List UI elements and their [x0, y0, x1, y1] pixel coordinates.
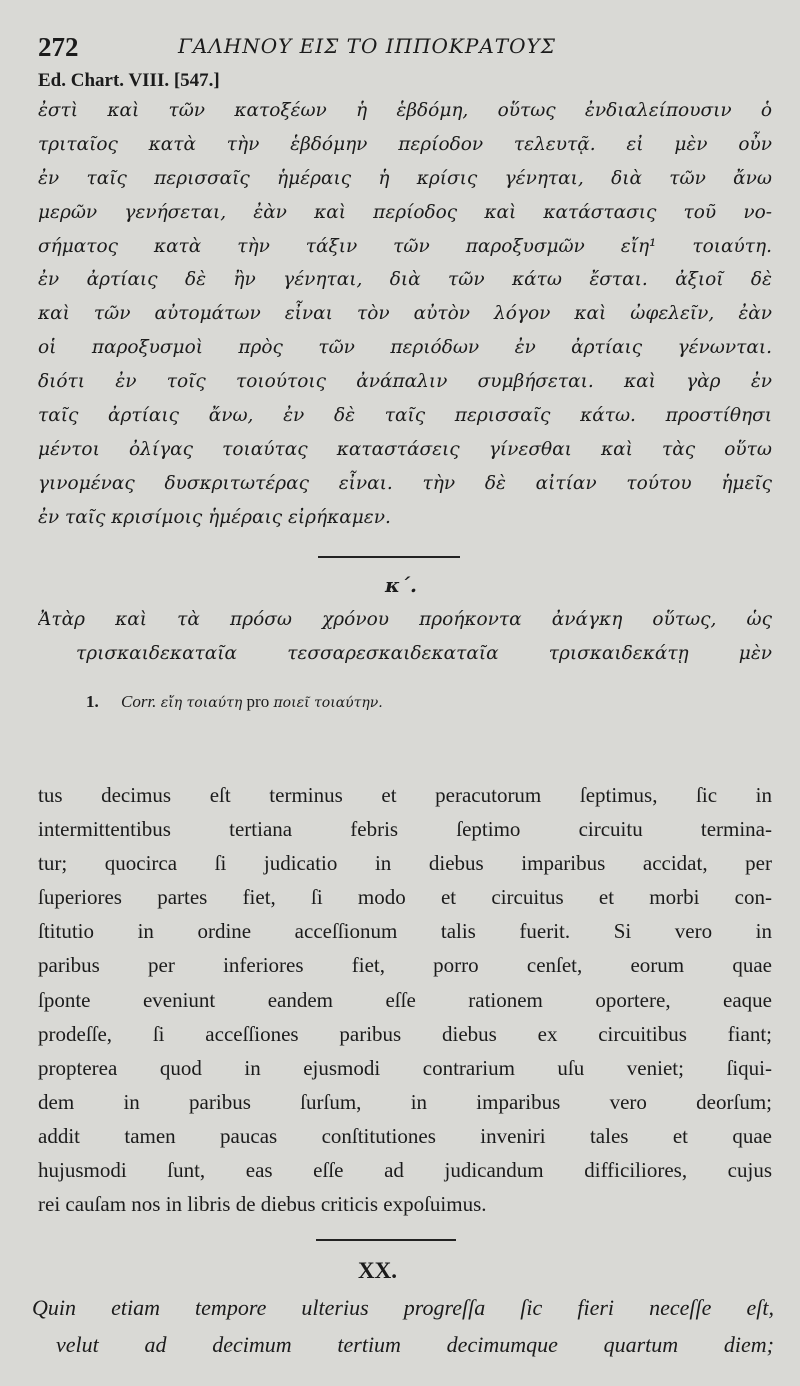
greek-text-line: καὶ τῶν αὐτομάτων εἶναι τὸν αὐτὸν λόγον καὶ ὠφελεῖν, ἐὰν: [38, 303, 772, 325]
running-title: ΓΑΛΗΝΟΥ ΕΙΣ ΤΟ ΙΠΠΟΚΡΑΤΟΥΣ: [178, 34, 556, 58]
latin-text-line: prodeſſe, ſi acceſſiones paribus diebus ex circuitibus fiant;: [38, 1021, 772, 1046]
greek-text-line: ἐν ταῖς περισσαῖς ἡμέραις ἡ κρίσις γένηται, διὰ τῶν ἄνω: [38, 167, 772, 189]
latin-text-line: paribus per inferiores fiet, porro cenſet, eorum quae: [38, 953, 772, 978]
footnote: [86, 692, 383, 712]
latin-text-line: ſtitutio in ordine acceſſionum talis fuerit. Si vero in: [38, 919, 772, 944]
greek-text-line: ἐν ταῖς κρισίμοις ἡμέραις εἰρήκαμεν.: [38, 506, 391, 528]
section-divider-latin: [316, 1239, 456, 1241]
latin-text-line: addit tamen paucas conſtitutiones inveniri tales et quae: [38, 1123, 772, 1148]
greek-section-line: τρισκαιδεκαταῖα τεσσαρεσκαιδεκαταῖα τρισκαιδεκάτῃ μὲν: [76, 642, 772, 664]
latin-text-line: ſuperiores partes fiet, ſi modo et circuitus et morbi con-: [38, 885, 772, 910]
greek-text-line: ἐν ἀρτίαις δὲ ἢν γένηται, διὰ τῶν κάτω ἔσται. ἀξιοῖ δὲ: [38, 269, 772, 291]
latin-section-line: Quin etiam tempore ulterius progreſſa ſic fieri neceſſe eſt,: [32, 1295, 774, 1320]
greek-text-line: γινομένας δυσκριτωτέρας εἶναι. τὴν δὲ αἰτίαν τούτου ἡμεῖς: [38, 472, 772, 494]
greek-text-line: ταῖς ἀρτίαις ἄνω, ἐν δὲ ταῖς περισσαῖς κάτω. προστίθησι: [38, 405, 772, 427]
footnote-greek-a: εἴη τοιαύτη: [160, 695, 243, 711]
footnote-corr: Corr.: [121, 692, 157, 711]
latin-section-line: velut ad decimum tertium decimumque quartum diem;: [56, 1332, 774, 1357]
footnote-number: 1.: [86, 692, 99, 711]
greek-text-line: μερῶν γενήσεται, ἐὰν καὶ περίοδος καὶ κατάστασις τοῦ νο-: [38, 201, 772, 223]
latin-text-line: ſponte eveniunt eandem eſſe rationem oportere, eaque: [38, 987, 772, 1012]
greek-section-numeral: κ΄.: [385, 573, 417, 597]
page-header: [38, 28, 768, 68]
latin-text-line: tus decimus eſt terminus et peracutorum ſeptimus, ſic in: [38, 783, 772, 807]
greek-text-line: διότι ἐν τοῖς τοιούτοις ἀνάπαλιν συμβήσεται. καὶ γὰρ ἐν: [38, 371, 772, 393]
edition-reference: Ed. Chart. VIII. [547.]: [38, 70, 220, 91]
page-number: 272: [38, 32, 79, 62]
greek-text-line: τριταῖος κατὰ τὴν ἑβδόμην περίοδον τελευτᾷ. εἰ μὲν οὖν: [38, 133, 772, 155]
latin-text-line: hujusmodi ſunt, eas eſſe ad judicandum difficiliores, cujus: [38, 1158, 772, 1183]
latin-text-line: dem in paribus ſurſum, in imparibus vero deorſum;: [38, 1089, 772, 1114]
latin-text-block: [38, 778, 772, 1221]
greek-section-line: Ἀτὰρ καὶ τὰ πρόσω χρόνου προήκοντα ἀνάγκη οὕτως, ὡς: [38, 609, 772, 630]
latin-text-line: tur; quocirca ſi judicatio in diebus imparibus accidat, per: [38, 851, 772, 876]
latin-text-line: rei cauſam nos in libris de diebus criticis expoſuimus.: [38, 1192, 487, 1217]
greek-text-line: ἐστὶ καὶ τῶν κατοξέων ἡ ἑβδόμη, οὕτως ἐνδιαλείπουσιν ὁ: [38, 100, 772, 121]
latin-section-text: [32, 1289, 774, 1363]
greek-section-text: [38, 603, 772, 671]
section-divider: [318, 556, 460, 558]
latin-text-line: intermittentibus tertiana febris ſeptimo circuitu termina-: [38, 817, 772, 842]
footnote-pro: pro: [246, 692, 270, 711]
latin-text-line: propterea quod in ejusmodi contrarium uſu veniet; ſiqui-: [38, 1055, 772, 1080]
footnote-greek-b: ποιεῖ τοιαύτην.: [273, 695, 383, 711]
greek-text-block: [38, 94, 772, 535]
latin-section-numeral: XX.: [358, 1258, 397, 1283]
greek-text-line: μέντοι ὀλίγας τοιαύτας καταστάσεις γίνεσθαι καὶ τὰς οὕτω: [38, 438, 772, 460]
greek-text-line: σήματος κατὰ τὴν τάξιν τῶν παροξυσμῶν εἴη¹ τοιαύτη.: [38, 235, 772, 257]
greek-text-line: οἱ παροξυσμοὶ πρὸς τῶν περιόδων ἐν ἀρτίαις γένωνται.: [38, 337, 772, 359]
